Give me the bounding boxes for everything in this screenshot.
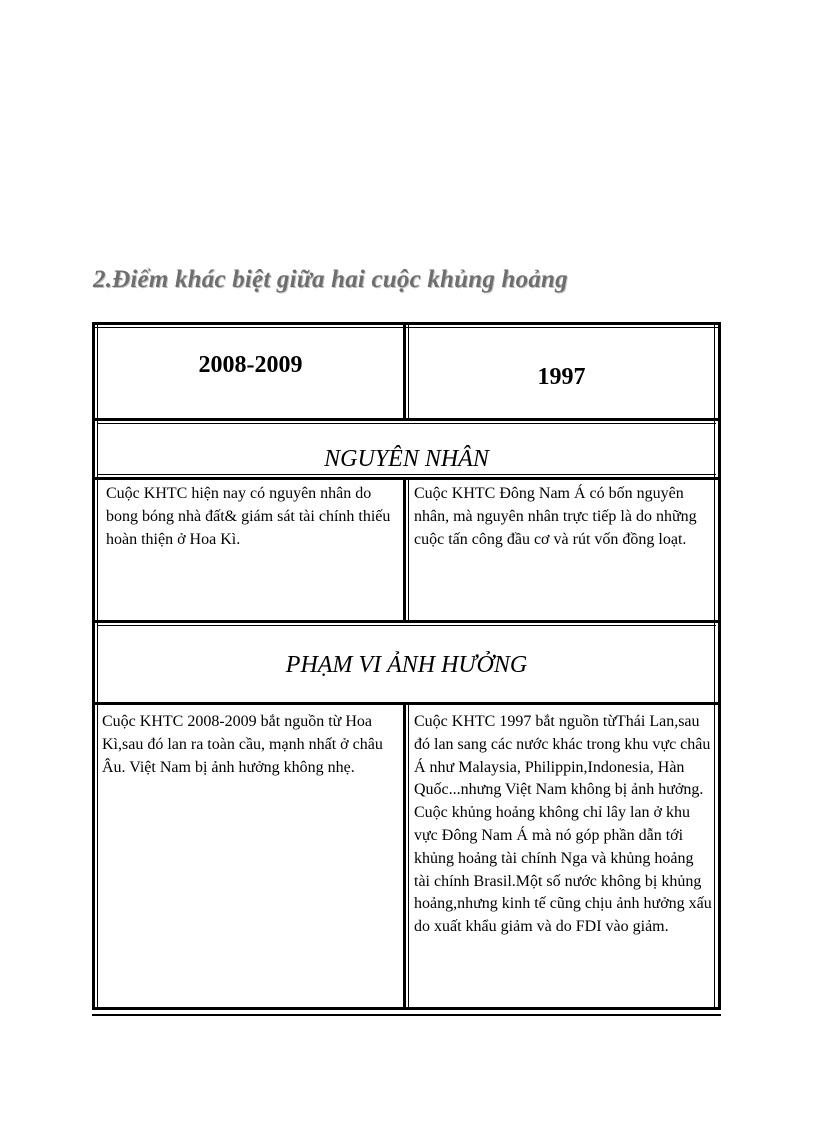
table-border-left: [92, 322, 95, 1010]
section1-border-bottom-inner: [97, 474, 716, 475]
section1-divider: [403, 480, 406, 620]
table-border-top-inner: [92, 327, 721, 328]
section1-border-top: [92, 418, 721, 421]
impact-1997-text: Cuộc KHTC 1997 bắt nguồn từThái Lan,sau đó lan sang các nước khác trong khu vực châu Á như Malaysia, Philippin,Indonesia, Hàn Quốc...nhưng Việt Nam không bị ảnh hưởng. Cuộc khủng hoảng không chỉ lây lan ở khu vực Đông Nam Á mà nó góp phần dẫn tới khủng hoảng tài chính Nga và khủng hoảng tài chính Brasil.Một số nước không bị khủng hoảng,nhưng kinh tế cũng chịu ảnh hưởng xấu do xuất khẩu giảm và do FDI vào giảm.: [414, 713, 712, 936]
comparison-table: [92, 322, 721, 1010]
table-border-right: [718, 322, 721, 1010]
column-header-1997: 1997: [537, 364, 586, 390]
header-divider: [403, 322, 406, 418]
section2-divider-inner: [408, 705, 409, 1010]
causes-1997-text: Cuộc KHTC Đông Nam Á có bốn nguyên nhân, mà nguyên nhân trực tiếp là do những cuộc tấn công đầu cơ và rút vốn đồng loạt.: [414, 485, 697, 548]
section1-border-top-inner: [97, 423, 716, 424]
section-heading: 2.Điểm khác biệt giữa hai cuộc khủng hoảng: [93, 266, 568, 293]
section1-divider-inner: [408, 480, 409, 620]
table-border-top: [92, 322, 721, 325]
section2-border-bottom: [92, 702, 721, 705]
section2-divider: [403, 705, 406, 1010]
section-title-causes: NGUYÊN NHÂN: [324, 446, 489, 472]
causes-2008-text: Cuộc KHTC hiện nay có nguyên nhân do bong bóng nhà đất& giám sát tài chính thiếu hoàn thiện ở Hoa Kì.: [106, 485, 391, 548]
section1-border-bottom: [92, 477, 721, 480]
section2-border-top: [92, 620, 721, 623]
column-header-2008-2009: 2008-2009: [198, 352, 303, 378]
section-title-impact: PHẠM VI ẢNH HƯỞNG: [285, 652, 528, 678]
section2-border-top-inner: [97, 625, 716, 626]
bottom-rule: [92, 1014, 721, 1016]
table-border-bottom: [92, 1007, 721, 1010]
impact-2008-text: Cuộc KHTC 2008-2009 bắt nguồn từ Hoa Kì,sau đó lan ra toàn cầu, mạnh nhất ở châu Âu. Việt Nam bị ảnh hưởng không nhẹ.: [102, 713, 383, 776]
